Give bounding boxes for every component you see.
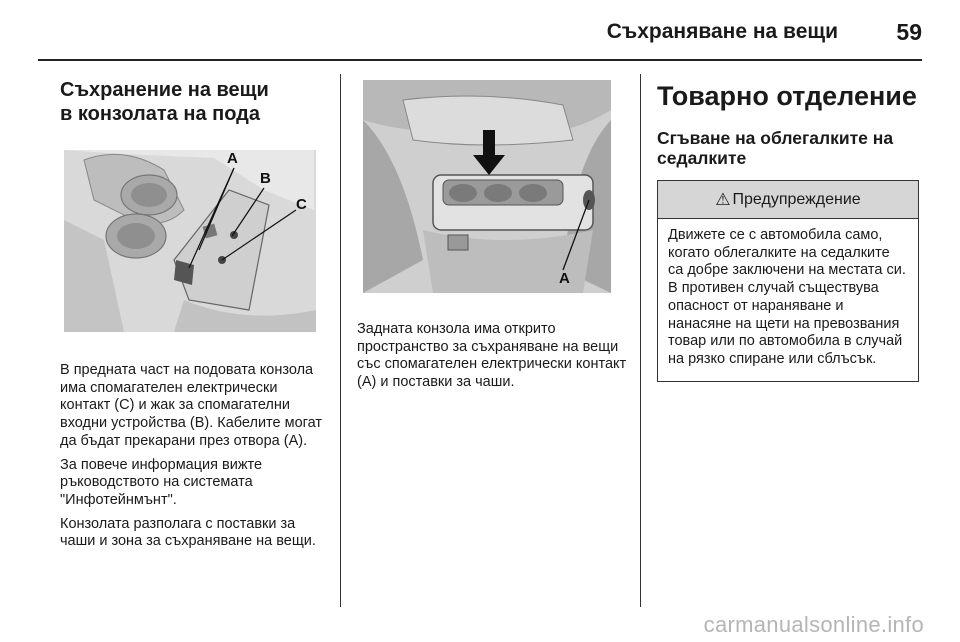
running-header-title: Съхраняване на вещи	[606, 20, 838, 43]
warning-header	[658, 181, 918, 219]
section-heading-line2: в конзолата на пода	[60, 103, 260, 125]
column-2	[357, 74, 627, 392]
callout-label-a: A	[227, 150, 238, 167]
column-1	[60, 74, 330, 551]
column-divider	[340, 74, 341, 607]
body-paragraph-rear-console: Задната конзола има открито пространство за съхраняване на вещи със спомагателен електрически контакт (A) и поставки за чаши.	[357, 321, 627, 391]
warning-triangle-icon: ⚠	[715, 189, 731, 209]
chapter-title: Товарно отделение	[657, 81, 917, 111]
rear-console-drawing	[363, 80, 611, 293]
warning-box	[657, 180, 919, 382]
warning-text: Движете се с автомобила само, когато облегалките на седалките са добре заключени на местата си. В противен случай съществува опасност от нараняване и нанасяне на щети на превозвания товар или по автомобила в случай на рязко спиране или сблъсък.	[668, 227, 906, 367]
watermark: carmanualsonline.info	[703, 612, 924, 637]
callout-label-c: C	[296, 196, 307, 213]
section-heading-line1: Съхранение на вещи	[60, 79, 269, 101]
body-paragraph-3: Конзолата разполага с поставки за чаши и зона за съхраняване на вещи.	[60, 515, 316, 550]
subsection-heading	[657, 128, 919, 168]
callout-label-b: B	[260, 170, 271, 187]
rear-console-illustration	[363, 80, 611, 293]
body-paragraph-2: За повече информация вижте ръководството на системата "Инфотейнмънт".	[60, 456, 263, 508]
body-paragraph-1: В предната част на подовата конзола има спомагателен електрически контакт (C) и жак за спомагателни входни устройства (B). Кабелите могат да бъдат прекарани през отвора (A).	[60, 362, 323, 449]
callout-label-a: A	[559, 270, 570, 287]
column-divider	[640, 74, 641, 607]
header-rule	[38, 59, 922, 61]
subsection-heading-line2: седалките	[657, 148, 747, 168]
warning-label: Предупреждение	[732, 190, 861, 208]
subsection-heading-line1: Сгъване на облегалките на	[657, 128, 894, 148]
front-console-illustration	[64, 150, 316, 332]
column-3	[657, 74, 919, 382]
page-number: 59	[896, 19, 922, 45]
front-console-drawing	[64, 150, 316, 332]
section-heading	[60, 78, 330, 126]
